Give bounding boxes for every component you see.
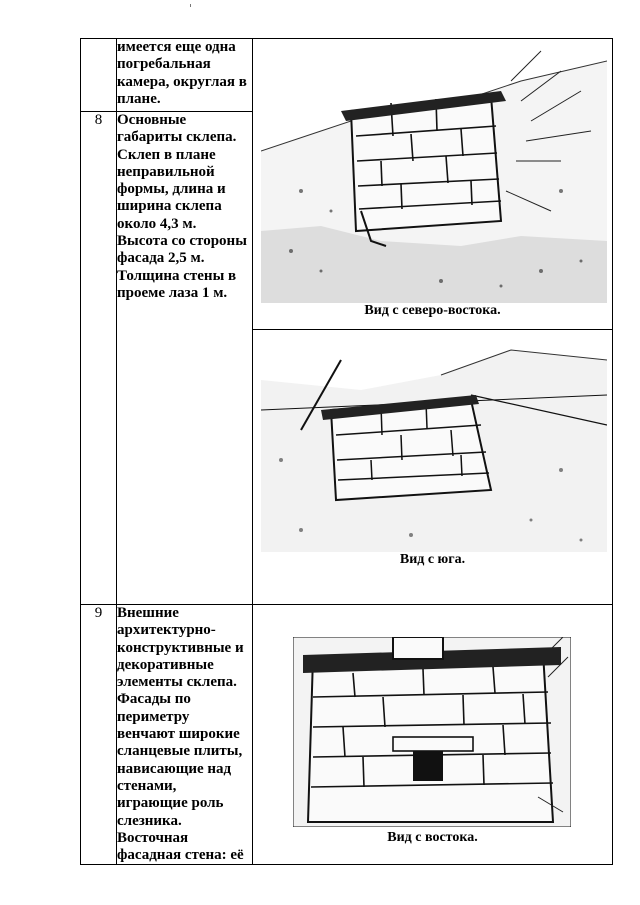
table-row-continuation	[81, 39, 613, 112]
photo-caption-south: Вид с юга.	[399, 552, 466, 567]
monument-description-table	[80, 38, 613, 865]
row-number-8: 8	[81, 112, 117, 605]
table-row-9	[81, 605, 613, 865]
crypt-photo-northeast	[261, 41, 607, 303]
crypt-photo-south	[261, 340, 607, 552]
row-continuation-text: имеется еще одна погребальная камера, округлая в плане.	[117, 39, 253, 112]
row-number-empty	[81, 39, 117, 112]
row-9-text: Внешние архитектурно- конструктивные и декоративные элементы склепа. Фасады по периметру венчают широкие сланцевые плиты, нависающие над стенами, играющие роль слезника. Восточная фасадная стена: её	[117, 605, 253, 865]
scan-artifact	[190, 4, 191, 7]
crypt-photo-east	[293, 637, 571, 827]
row-8-text: Основные габариты склепа. Склеп в плане неправильной формы, длина и ширина склепа около 4,3 м. Высота со стороны фасада 2,5 м. Толщина стены в проеме лаза 1 м.	[117, 112, 253, 605]
photo-caption-northeast: Вид с северо-востока.	[364, 303, 501, 318]
photo-cell-row8	[253, 39, 613, 605]
photo-cell-row9	[253, 605, 613, 865]
row-number-9: 9	[81, 605, 117, 865]
photo-caption-east: Вид с востока.	[387, 830, 478, 845]
